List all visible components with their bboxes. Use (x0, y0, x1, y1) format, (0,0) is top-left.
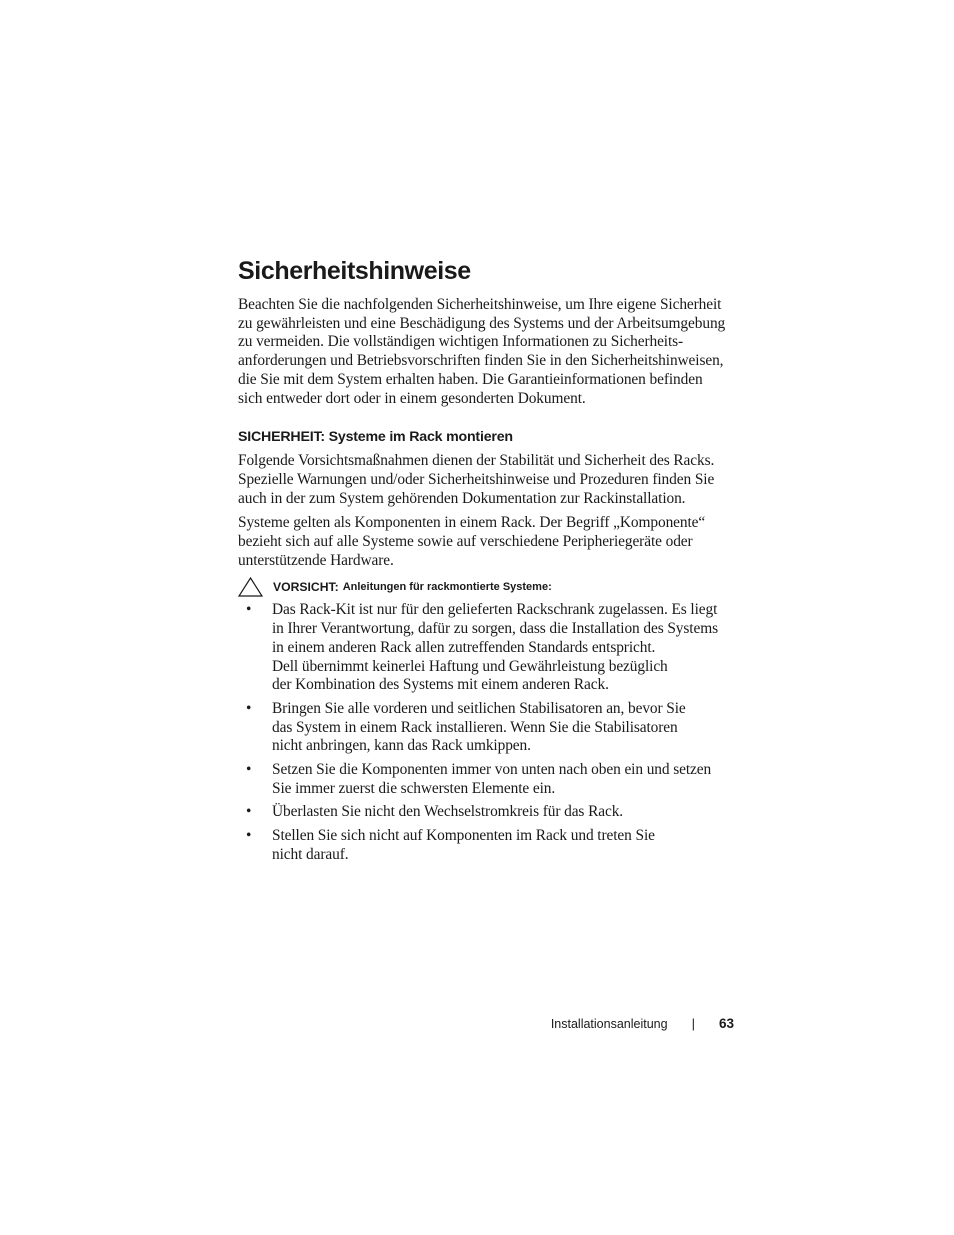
list-item-text: Setzen Sie die Komponenten immer von unten nach oben ein und setzen Sie immer zuerst die schwersten Elemente ein. (272, 761, 712, 797)
section-paragraph-1: Folgende Vorsichtsmaßnahmen dienen der Stabilität und Sicherheit des Racks. Spezielle Warnungen und/oder Sicherheitshinweise und Prozeduren finden Sie auch in der zum System gehörenden Dokumentation zur Rackinstallation. (238, 452, 715, 507)
list-item (238, 761, 738, 798)
caution-notice (238, 577, 738, 597)
list-item (238, 601, 738, 695)
list-item-text: Stellen Sie sich nicht auf Komponenten im Rack und treten Sie nicht darauf. (272, 827, 655, 863)
list-item-text: Bringen Sie alle vorderen und seitlichen Stabilisatoren an, bevor Sie das System in einem Rack installieren. Wenn Sie die Stabilisatoren nicht anbringen, kann das Rack umkippen. (272, 699, 686, 755)
bullet-icon: • (246, 761, 252, 779)
section-paragraph-2: Systeme gelten als Komponenten in einem Rack. Der Begriff „Komponente“ bezieht sich auf alle Systeme sowie auf verschiedene Peripheriegeräte oder unterstützende Hardware. (238, 514, 706, 569)
list-item-text: Überlasten Sie nicht den Wechselstromkreis für das Rack. (272, 803, 624, 821)
list-item (238, 827, 738, 864)
page-title: Sicherheitshinweise (238, 257, 471, 285)
intro-paragraph: Beachten Sie die nachfolgenden Sicherheitshinweise, um Ihre eigene Sicherheit zu gewährleisten und eine Beschädigung des Systems und der Arbeitsumgebung zu vermeiden. Die vollständigen wichtigen Informationen zu Sicherheits- anforderungen und Betriebsvorschriften finden Sie in den Sicherheitshinweisen, die Sie mit dem System erhalten haben. Die Garantieinformationen befinden sich entweder dort oder in einem gesonderten Dokument. (238, 296, 726, 407)
page-footer (551, 1015, 734, 1033)
caution-label: VORSICHT: (273, 580, 339, 595)
list-item (238, 803, 738, 822)
bullet-icon: • (246, 699, 252, 717)
footer-title: Installationsanleitung (550, 1017, 668, 1031)
footer-separator: | (691, 1016, 695, 1031)
bullet-icon: • (246, 827, 252, 845)
caution-text: Anleitungen für rackmontierte Systeme: (342, 581, 552, 594)
list-item-text: Das Rack-Kit ist nur für den gelieferten Rackschrank zugelassen. Es liegt in Ihrer Verantwortung, dafür zu sorgen, dass die Installation des Systems in einem anderen Rack allen zutreffenden Standards entspricht. Dell übernimmt keinerlei Haftung und Gewährleistung bezüglich der Kombination des Systems mit einem anderen Rack. (272, 601, 718, 694)
bullet-icon: • (246, 601, 252, 619)
bullet-icon: • (246, 803, 252, 821)
caution-triangle-icon (238, 577, 263, 597)
page-content (238, 256, 738, 870)
caution-bullet-list (238, 601, 738, 864)
page-number: 63 (718, 1016, 734, 1031)
section-heading: SICHERHEIT: Systeme im Rack montieren (238, 429, 513, 446)
list-item (238, 700, 738, 756)
